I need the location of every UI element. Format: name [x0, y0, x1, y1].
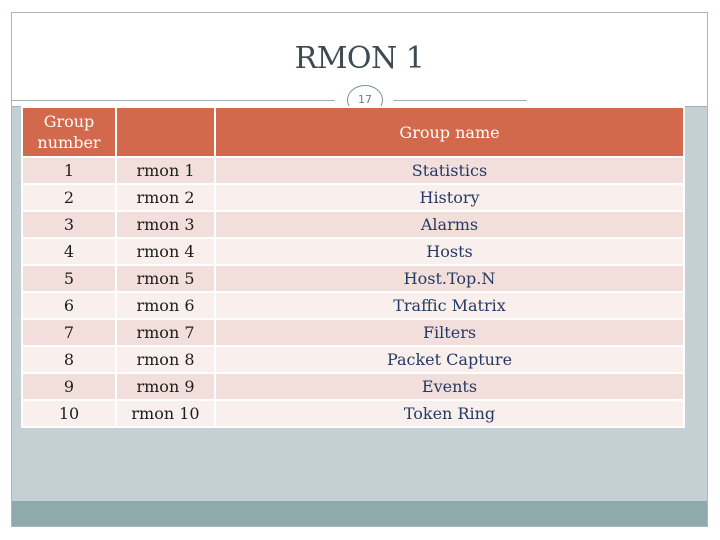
cell-rmon-id: rmon 4 — [116, 238, 215, 265]
cell-group-number: 3 — [22, 211, 116, 238]
cell-group-number: 4 — [22, 238, 116, 265]
cell-group-number: 10 — [22, 400, 116, 427]
cell-group-name: Host.Top.N — [215, 265, 684, 292]
cell-group-number: 8 — [22, 346, 116, 373]
cell-rmon-id: rmon 1 — [116, 157, 215, 184]
table-row — [22, 346, 684, 373]
page-number-badge: 17 — [347, 85, 383, 115]
cell-group-number: 9 — [22, 373, 116, 400]
title-rule-left — [12, 100, 335, 101]
cell-group-number: 1 — [22, 157, 116, 184]
cell-rmon-id: rmon 5 — [116, 265, 215, 292]
cell-group-number: 7 — [22, 319, 116, 346]
header-group-name: Group name — [215, 107, 684, 157]
header-rmon — [116, 107, 215, 157]
cell-group-name: Token Ring — [215, 400, 684, 427]
cell-rmon-id: rmon 9 — [116, 373, 215, 400]
table-row — [22, 400, 684, 427]
cell-rmon-id: rmon 3 — [116, 211, 215, 238]
cell-group-name: Packet Capture — [215, 346, 684, 373]
rmon-groups-table — [21, 106, 685, 428]
cell-rmon-id: rmon 6 — [116, 292, 215, 319]
cell-group-number: 2 — [22, 184, 116, 211]
cell-group-name: Filters — [215, 319, 684, 346]
table-row — [22, 292, 684, 319]
cell-rmon-id: rmon 10 — [116, 400, 215, 427]
cell-group-name: Traffic Matrix — [215, 292, 684, 319]
cell-group-name: Hosts — [215, 238, 684, 265]
table-row — [22, 157, 684, 184]
table-row — [22, 211, 684, 238]
cell-group-name: Statistics — [215, 157, 684, 184]
header-group-number: Group number — [22, 107, 116, 157]
table-row — [22, 238, 684, 265]
cell-rmon-id: rmon 8 — [116, 346, 215, 373]
table-row — [22, 265, 684, 292]
slide-title: RMON 1 — [294, 41, 425, 76]
cell-group-name: History — [215, 184, 684, 211]
table-row — [22, 373, 684, 400]
title-rule-right — [393, 100, 527, 101]
table-row — [22, 184, 684, 211]
cell-group-number: 5 — [22, 265, 116, 292]
cell-group-name: Events — [215, 373, 684, 400]
cell-group-name: Alarms — [215, 211, 684, 238]
table-header-row — [22, 107, 684, 157]
table-row — [22, 319, 684, 346]
bottom-band — [12, 501, 707, 526]
cell-group-number: 6 — [22, 292, 116, 319]
cell-rmon-id: rmon 7 — [116, 319, 215, 346]
cell-rmon-id: rmon 2 — [116, 184, 215, 211]
